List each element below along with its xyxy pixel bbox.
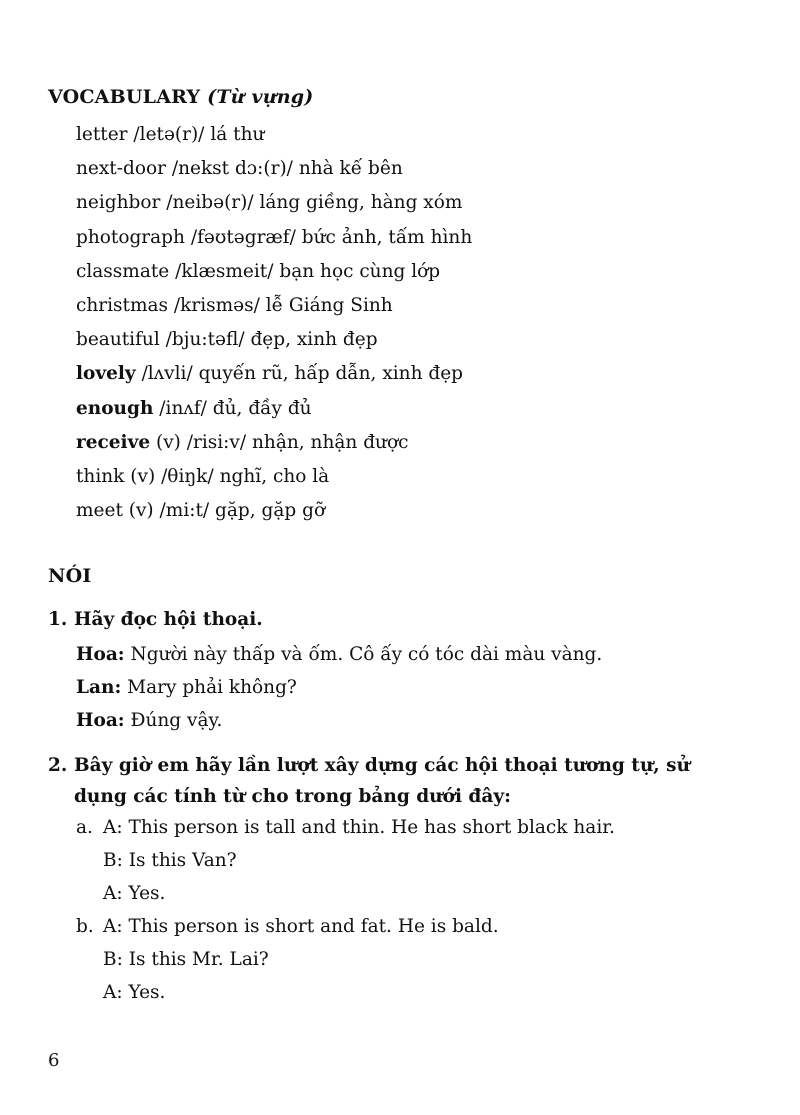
vocab-ipa: /mi:t/ (159, 500, 210, 522)
example-b-line-1 (76, 912, 499, 942)
vocab-word: think (76, 465, 125, 487)
vocab-ipa: /inʌf/ (159, 397, 207, 419)
dialog-speaker: Hoa: (76, 710, 125, 731)
vocab-meaning: đủ, đầy đủ (212, 397, 312, 419)
dialog-line (76, 673, 297, 703)
page-number: 6 (48, 1050, 60, 1071)
dialog-line (76, 706, 222, 736)
vocab-ipa: /θiŋk/ (161, 465, 214, 487)
vocab-word: christmas (76, 294, 169, 316)
vocab-ipa: /krisməs/ (173, 294, 260, 316)
vocab-word: receive (76, 431, 151, 453)
vocab-meaning: bức ảnh, tấm hình (301, 226, 473, 248)
question-number: 2. (48, 755, 68, 776)
question-2-title-cont (74, 781, 511, 813)
vocab-meaning: lễ Giáng Sinh (265, 294, 393, 316)
vocab-meaning: nghĩ, cho là (219, 465, 330, 487)
vocab-meaning: nhà kế bên (298, 158, 403, 180)
vocab-item (76, 428, 472, 462)
vocab-meaning: gặp, gặp gỡ (215, 500, 326, 522)
vocab-item (76, 223, 472, 257)
vocab-item (76, 462, 472, 496)
example-a-line-3: A: Yes. (103, 883, 166, 904)
speaking-heading: NÓI (48, 565, 92, 587)
dialog-text: Mary phải không? (127, 677, 297, 698)
vocab-ipa: /lʌvli/ (141, 363, 193, 385)
vocab-item (76, 325, 472, 359)
vocab-word: classmate (76, 260, 170, 282)
example-text: A: This person is short and fat. He is bald. (103, 916, 499, 937)
vocab-meaning: láng giềng, hàng xóm (259, 192, 463, 214)
vocab-ipa: /letə(r)/ (133, 124, 205, 145)
vocab-meaning: đẹp, xinh đẹp (250, 329, 378, 351)
dialog-speaker: Lan: (76, 677, 122, 698)
vocab-item (76, 154, 472, 188)
vocab-ipa: /bju:təfl/ (165, 329, 245, 351)
vocab-pos: (v) (128, 500, 154, 522)
vocab-ipa: /klæsmeit/ (175, 260, 274, 282)
example-letter: a. (76, 817, 93, 838)
vocab-word: meet (76, 500, 123, 522)
vocab-pos: (v) (130, 465, 156, 487)
vocabulary-heading-text: VOCABULARY (48, 86, 201, 108)
vocabulary-heading (48, 86, 313, 108)
vocab-item (76, 291, 472, 325)
question-2-title (48, 750, 690, 782)
vocab-word: photograph (76, 226, 185, 248)
vocabulary-list (76, 120, 472, 530)
dialog-text: Đúng vậy. (130, 710, 223, 731)
dialog-text: Người này thấp và ốm. Cô ấy có tóc dài màu vàng. (130, 644, 603, 665)
question-1-title (48, 604, 263, 636)
example-b-line-2: B: Is this Mr. Lai? (103, 949, 269, 970)
vocab-word: enough (76, 397, 154, 419)
vocab-item (76, 394, 472, 428)
example-text: A: This person is tall and thin. He has short black hair. (103, 817, 615, 838)
vocab-word: neighbor (76, 192, 161, 214)
vocab-meaning: lá thư (210, 124, 265, 145)
vocab-item (76, 359, 472, 393)
example-a-line-2: B: Is this Van? (103, 850, 237, 871)
example-letter: b. (76, 916, 94, 937)
dialog-speaker: Hoa: (76, 644, 125, 665)
vocab-meaning: quyến rũ, hấp dẫn, xinh đẹp (198, 363, 464, 385)
vocab-word: letter (76, 124, 128, 145)
vocabulary-subheading: (Từ vựng) (207, 86, 314, 108)
vocab-word: next-door (76, 158, 166, 180)
question-text: Hãy đọc hội thoại. (74, 609, 263, 630)
vocab-item (76, 496, 472, 530)
vocab-meaning: nhận, nhận được (252, 431, 409, 453)
vocab-ipa: /neibə(r)/ (166, 192, 254, 214)
question-text-line-2: dụng các tính từ cho trong bảng dưới đây: (74, 786, 511, 807)
question-number: 1. (48, 609, 68, 630)
example-a-line-1 (76, 813, 615, 843)
vocab-ipa: /nekst dɔ:(r)/ (171, 158, 293, 180)
dialog-line (76, 640, 602, 670)
question-text-line-1: Bây giờ em hãy lần lượt xây dựng các hội thoại tương tự, sử (74, 755, 691, 776)
vocab-ipa: /risi:v/ (186, 431, 247, 453)
vocab-pos: (v) (156, 431, 181, 453)
vocab-meaning: bạn học cùng lớp (279, 260, 441, 282)
vocab-ipa: /fəʊtəgræf/ (190, 226, 296, 248)
vocab-item (76, 257, 472, 291)
example-b-line-3: A: Yes. (103, 982, 166, 1003)
vocab-item (76, 120, 472, 154)
vocab-item (76, 188, 472, 222)
vocab-word: beautiful (76, 329, 160, 351)
vocab-word: lovely (76, 363, 136, 385)
